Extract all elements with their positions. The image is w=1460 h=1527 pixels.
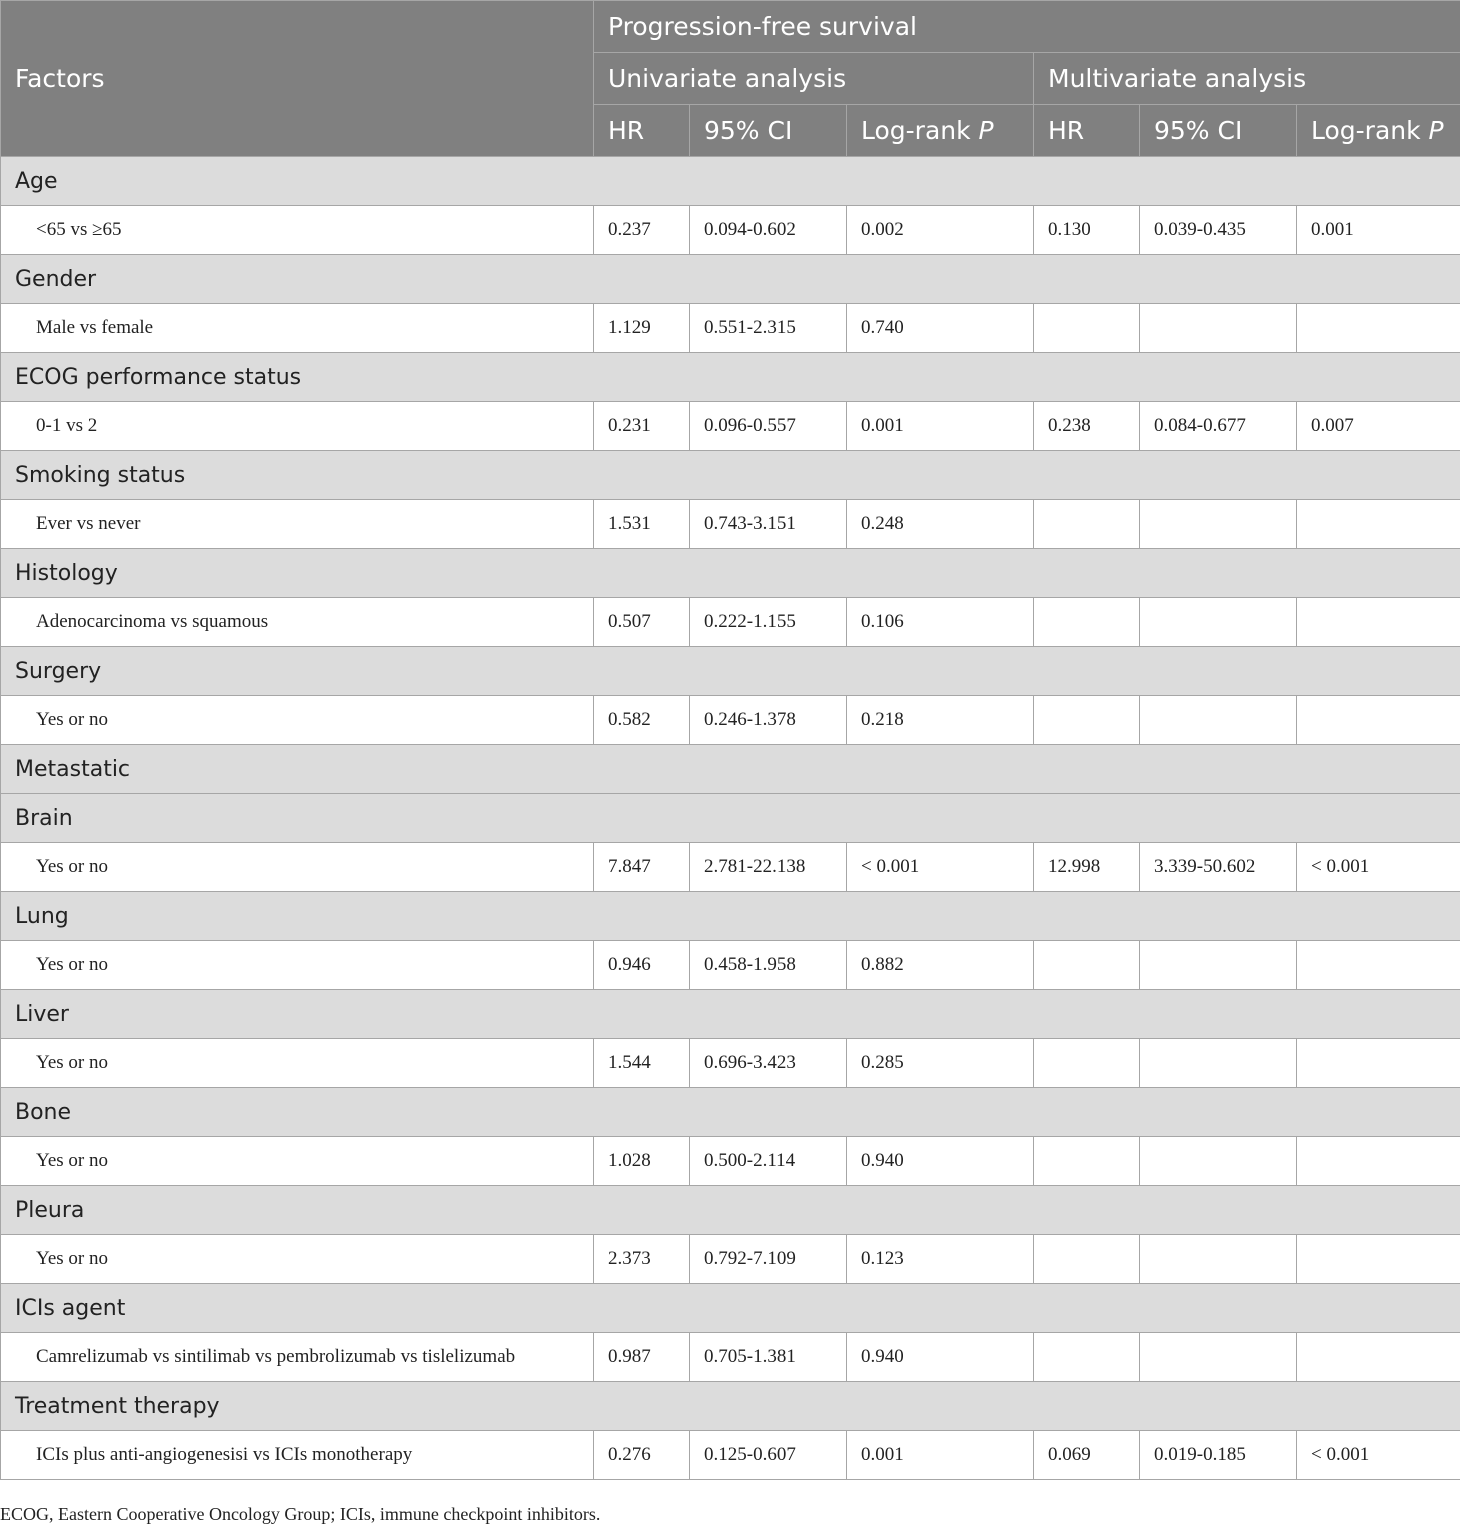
univariate-p: 0.106 xyxy=(847,598,1034,647)
univariate-hr: 0.231 xyxy=(594,402,690,451)
group-label: ECOG performance status xyxy=(1,353,1460,402)
univariate-header: Univariate analysis xyxy=(594,53,1034,105)
multivariate-p: 0.007 xyxy=(1297,402,1460,451)
multivariate-ci xyxy=(1140,1333,1297,1382)
table-row xyxy=(1,304,1460,353)
group-label: Smoking status xyxy=(1,451,1460,500)
table-row xyxy=(1,206,1460,255)
factor-label: Yes or no xyxy=(1,1235,594,1284)
group-row xyxy=(1,1186,1460,1235)
group-label: Lung xyxy=(1,892,1460,941)
table-footnote: ECOG, Eastern Cooperative Oncology Group; ICIs, immune checkpoint inhibitors. xyxy=(0,1504,601,1524)
multivariate-hr-header: HR xyxy=(1034,105,1140,157)
univariate-ci: 0.696-3.423 xyxy=(690,1039,847,1088)
univariate-hr: 7.847 xyxy=(594,843,690,892)
factor-label: ICIs plus anti-angiogenesisi vs ICIs monotherapy xyxy=(1,1431,594,1480)
group-label: Bone xyxy=(1,1088,1460,1137)
table-header xyxy=(1,1,1460,157)
multivariate-p xyxy=(1297,941,1460,990)
multivariate-ci xyxy=(1140,1039,1297,1088)
multivariate-ci xyxy=(1140,598,1297,647)
univariate-ci-header: 95% CI xyxy=(690,105,847,157)
multivariate-hr xyxy=(1034,500,1140,549)
univariate-ci: 0.458-1.958 xyxy=(690,941,847,990)
group-label: Age xyxy=(1,157,1460,206)
univariate-hr-header: HR xyxy=(594,105,690,157)
univariate-p: < 0.001 xyxy=(847,843,1034,892)
univariate-p: 0.001 xyxy=(847,1431,1034,1480)
univariate-p: 0.882 xyxy=(847,941,1034,990)
p-text: P xyxy=(1428,116,1444,145)
factor-label: Camrelizumab vs sintilimab vs pembrolizumab vs tislelizumab xyxy=(1,1333,594,1382)
factor-label: Yes or no xyxy=(1,1137,594,1186)
factor-label: Ever vs never xyxy=(1,500,594,549)
group-row xyxy=(1,990,1460,1039)
univariate-hr: 0.946 xyxy=(594,941,690,990)
multivariate-hr: 0.130 xyxy=(1034,206,1140,255)
multivariate-p xyxy=(1297,1235,1460,1284)
multivariate-ci xyxy=(1140,500,1297,549)
group-label: Pleura xyxy=(1,1186,1460,1235)
table-row xyxy=(1,500,1460,549)
group-label: Liver xyxy=(1,990,1460,1039)
univariate-hr: 1.028 xyxy=(594,1137,690,1186)
table-row xyxy=(1,1137,1460,1186)
p-text: P xyxy=(978,116,994,145)
univariate-ci: 0.096-0.557 xyxy=(690,402,847,451)
multivariate-ci: 0.019-0.185 xyxy=(1140,1431,1297,1480)
factor-label: Male vs female xyxy=(1,304,594,353)
multivariate-hr xyxy=(1034,1235,1140,1284)
multivariate-hr xyxy=(1034,1137,1140,1186)
univariate-p: 0.001 xyxy=(847,402,1034,451)
group-row xyxy=(1,892,1460,941)
group-row xyxy=(1,794,1460,843)
factor-label: Yes or no xyxy=(1,941,594,990)
multivariate-ci xyxy=(1140,304,1297,353)
multivariate-hr xyxy=(1034,1333,1140,1382)
univariate-ci: 0.222-1.155 xyxy=(690,598,847,647)
group-row xyxy=(1,1088,1460,1137)
multivariate-p: < 0.001 xyxy=(1297,1431,1460,1480)
group-row xyxy=(1,451,1460,500)
group-row xyxy=(1,157,1460,206)
univariate-p: 0.940 xyxy=(847,1333,1034,1382)
table-body xyxy=(1,157,1460,1480)
factor-label: 0-1 vs 2 xyxy=(1,402,594,451)
group-label: Brain xyxy=(1,794,1460,843)
table-row xyxy=(1,843,1460,892)
group-row xyxy=(1,647,1460,696)
multivariate-p xyxy=(1297,696,1460,745)
univariate-ci: 0.125-0.607 xyxy=(690,1431,847,1480)
multivariate-p xyxy=(1297,1137,1460,1186)
group-label: ICIs agent xyxy=(1,1284,1460,1333)
univariate-hr: 1.129 xyxy=(594,304,690,353)
univariate-ci: 0.792-7.109 xyxy=(690,1235,847,1284)
pfs-header: Progression-free survival xyxy=(594,1,1460,53)
group-label: Gender xyxy=(1,255,1460,304)
group-row xyxy=(1,353,1460,402)
univariate-p: 0.740 xyxy=(847,304,1034,353)
multivariate-hr xyxy=(1034,941,1140,990)
multivariate-p xyxy=(1297,1333,1460,1382)
multivariate-p xyxy=(1297,598,1460,647)
univariate-p: 0.123 xyxy=(847,1235,1034,1284)
multivariate-ci: 0.084-0.677 xyxy=(1140,402,1297,451)
univariate-hr: 0.987 xyxy=(594,1333,690,1382)
multivariate-hr xyxy=(1034,696,1140,745)
univariate-hr: 0.582 xyxy=(594,696,690,745)
table-row xyxy=(1,696,1460,745)
table-row xyxy=(1,1039,1460,1088)
group-label: Treatment therapy xyxy=(1,1382,1460,1431)
univariate-hr: 2.373 xyxy=(594,1235,690,1284)
table-row xyxy=(1,1235,1460,1284)
multivariate-hr xyxy=(1034,598,1140,647)
univariate-hr: 0.276 xyxy=(594,1431,690,1480)
univariate-ci: 0.246-1.378 xyxy=(690,696,847,745)
group-row xyxy=(1,255,1460,304)
table-row xyxy=(1,1333,1460,1382)
group-label: Surgery xyxy=(1,647,1460,696)
multivariate-hr xyxy=(1034,304,1140,353)
univariate-hr: 0.237 xyxy=(594,206,690,255)
multivariate-p: < 0.001 xyxy=(1297,843,1460,892)
multivariate-hr xyxy=(1034,1039,1140,1088)
factor-label: Yes or no xyxy=(1,696,594,745)
multivariate-ci-header: 95% CI xyxy=(1140,105,1297,157)
univariate-p: 0.248 xyxy=(847,500,1034,549)
multivariate-ci xyxy=(1140,696,1297,745)
univariate-p: 0.940 xyxy=(847,1137,1034,1186)
multivariate-ci xyxy=(1140,941,1297,990)
group-label: Metastatic xyxy=(1,745,1460,794)
univariate-ci: 0.094-0.602 xyxy=(690,206,847,255)
multivariate-ci xyxy=(1140,1137,1297,1186)
multivariate-p: 0.001 xyxy=(1297,206,1460,255)
univariate-hr: 1.544 xyxy=(594,1039,690,1088)
multivariate-hr: 0.069 xyxy=(1034,1431,1140,1480)
univariate-ci: 0.551-2.315 xyxy=(690,304,847,353)
table-row xyxy=(1,598,1460,647)
univariate-ci: 0.500-2.114 xyxy=(690,1137,847,1186)
univariate-logrank-header xyxy=(847,105,1034,157)
univariate-ci: 0.743-3.151 xyxy=(690,500,847,549)
factors-header: Factors xyxy=(1,1,594,157)
factor-label: <65 vs ≥65 xyxy=(1,206,594,255)
group-row xyxy=(1,549,1460,598)
multivariate-ci: 3.339-50.602 xyxy=(1140,843,1297,892)
group-row xyxy=(1,1382,1460,1431)
table-row xyxy=(1,1431,1460,1480)
multivariate-hr: 12.998 xyxy=(1034,843,1140,892)
multivariate-p xyxy=(1297,500,1460,549)
multivariate-hr: 0.238 xyxy=(1034,402,1140,451)
univariate-hr: 1.531 xyxy=(594,500,690,549)
logrank-text: Log-rank xyxy=(1311,116,1429,145)
factor-label: Yes or no xyxy=(1,1039,594,1088)
univariate-hr: 0.507 xyxy=(594,598,690,647)
univariate-p: 0.002 xyxy=(847,206,1034,255)
multivariate-ci: 0.039-0.435 xyxy=(1140,206,1297,255)
group-row xyxy=(1,745,1460,794)
multivariate-ci xyxy=(1140,1235,1297,1284)
table-row xyxy=(1,941,1460,990)
factor-label: Yes or no xyxy=(1,843,594,892)
group-row xyxy=(1,1284,1460,1333)
group-label: Histology xyxy=(1,549,1460,598)
univariate-p: 0.285 xyxy=(847,1039,1034,1088)
multivariate-logrank-header xyxy=(1297,105,1460,157)
univariate-ci: 0.705-1.381 xyxy=(690,1333,847,1382)
univariate-p: 0.218 xyxy=(847,696,1034,745)
multivariate-header: Multivariate analysis xyxy=(1034,53,1460,105)
logrank-text: Log-rank xyxy=(861,116,979,145)
factor-label: Adenocarcinoma vs squamous xyxy=(1,598,594,647)
table-row xyxy=(1,402,1460,451)
multivariate-p xyxy=(1297,304,1460,353)
multivariate-p xyxy=(1297,1039,1460,1088)
univariate-ci: 2.781-22.138 xyxy=(690,843,847,892)
